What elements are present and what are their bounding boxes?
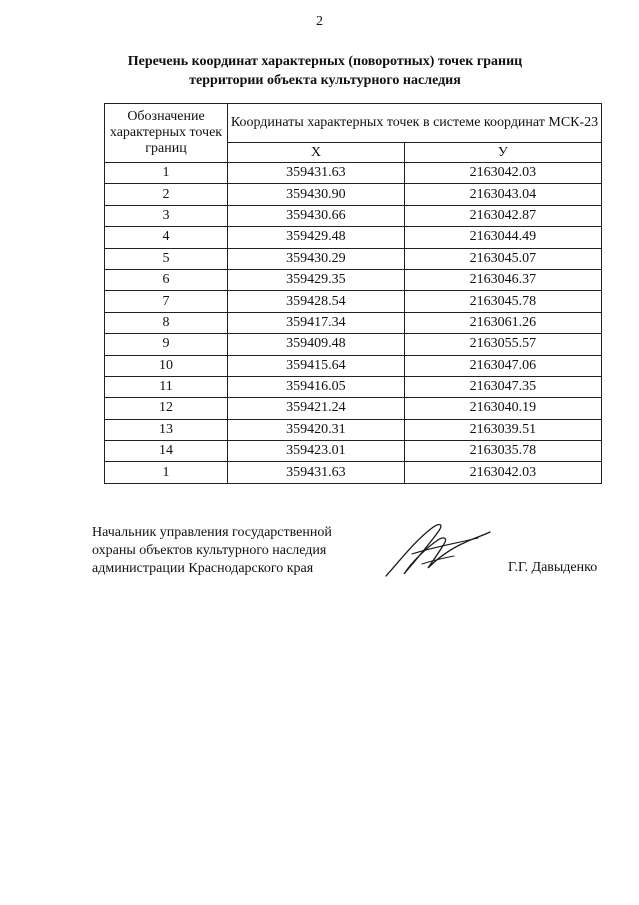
x-coordinate-cell: 359415.64 (228, 355, 405, 376)
signatory-position-line: администрации Краснодарского края (92, 561, 314, 576)
table-row (105, 205, 602, 226)
column-header-x: X (228, 143, 405, 163)
x-coordinate-cell: 359417.34 (228, 312, 405, 333)
y-coordinate-cell: 2163045.78 (404, 291, 601, 312)
table-row (105, 248, 602, 269)
point-cell: 7 (105, 291, 228, 312)
point-cell: 6 (105, 269, 228, 290)
y-coordinate-cell: 2163047.06 (404, 355, 601, 376)
x-coordinate-cell: 359430.66 (228, 205, 405, 226)
point-cell: 12 (105, 398, 228, 419)
table-row (105, 376, 602, 397)
y-coordinate-cell: 2163042.87 (404, 205, 601, 226)
x-coordinate-cell: 359430.29 (228, 248, 405, 269)
y-coordinate-cell: 2163044.49 (404, 227, 601, 248)
x-coordinate-cell: 359409.48 (228, 334, 405, 355)
x-coordinate-cell: 359430.90 (228, 184, 405, 205)
column-header-y: У (404, 143, 601, 163)
y-coordinate-cell: 2163042.03 (404, 163, 601, 184)
point-cell: 1 (105, 163, 228, 184)
signatory-name: Г.Г. Давыденко (508, 560, 598, 575)
x-coordinate-cell: 359421.24 (228, 398, 405, 419)
point-cell: 5 (105, 248, 228, 269)
x-coordinate-cell: 359429.48 (228, 227, 405, 248)
x-coordinate-cell: 359416.05 (228, 376, 405, 397)
x-coordinate-cell: 359420.31 (228, 419, 405, 440)
table-row (105, 312, 602, 333)
column-header-coordinates: Координаты характерных точек в системе координат МСК-23 (228, 104, 602, 143)
x-coordinate-cell: 359431.63 (228, 462, 405, 483)
x-coordinate-cell: 359423.01 (228, 441, 405, 462)
point-cell: 3 (105, 205, 228, 226)
y-coordinate-cell: 2163035.78 (404, 441, 601, 462)
y-coordinate-cell: 2163055.57 (404, 334, 601, 355)
y-coordinate-cell: 2163043.04 (404, 184, 601, 205)
y-coordinate-cell: 2163039.51 (404, 419, 601, 440)
point-cell: 8 (105, 312, 228, 333)
y-coordinate-cell: 2163046.37 (404, 269, 601, 290)
y-coordinate-cell: 2163061.26 (404, 312, 601, 333)
y-coordinate-cell: 2163047.35 (404, 376, 601, 397)
point-cell: 2 (105, 184, 228, 205)
table-row (105, 441, 602, 462)
y-coordinate-cell: 2163045.07 (404, 248, 601, 269)
y-coordinate-cell: 2163042.03 (404, 462, 601, 483)
column-header-designation: Обозначение характерных точек границ (105, 104, 228, 163)
document-title: Перечень координат характерных (поворотных) точек границ территории объекта культурного наследия (127, 54, 523, 88)
table-row (105, 419, 602, 440)
point-cell: 9 (105, 334, 228, 355)
table-row (105, 291, 602, 312)
x-coordinate-cell: 359431.63 (228, 163, 405, 184)
point-cell: 1 (105, 462, 228, 483)
point-cell: 14 (105, 441, 228, 462)
table-row (105, 184, 602, 205)
table-row (105, 398, 602, 419)
table-row (105, 227, 602, 248)
signatory-position-line: Начальник управления государственной (92, 525, 332, 540)
table-row (105, 269, 602, 290)
table-row (105, 334, 602, 355)
point-cell: 4 (105, 227, 228, 248)
point-cell: 11 (105, 376, 228, 397)
signatory-position-line: охраны объектов культурного наследия (92, 543, 327, 558)
point-cell: 13 (105, 419, 228, 440)
coordinates-table (104, 103, 602, 484)
page-number: 2 (316, 14, 323, 29)
y-coordinate-cell: 2163040.19 (404, 398, 601, 419)
table-row (105, 355, 602, 376)
handwritten-signature (382, 518, 494, 582)
point-cell: 10 (105, 355, 228, 376)
signatory-position (92, 524, 332, 578)
table-row (105, 163, 602, 184)
x-coordinate-cell: 359428.54 (228, 291, 405, 312)
x-coordinate-cell: 359429.35 (228, 269, 405, 290)
table-row (105, 462, 602, 483)
